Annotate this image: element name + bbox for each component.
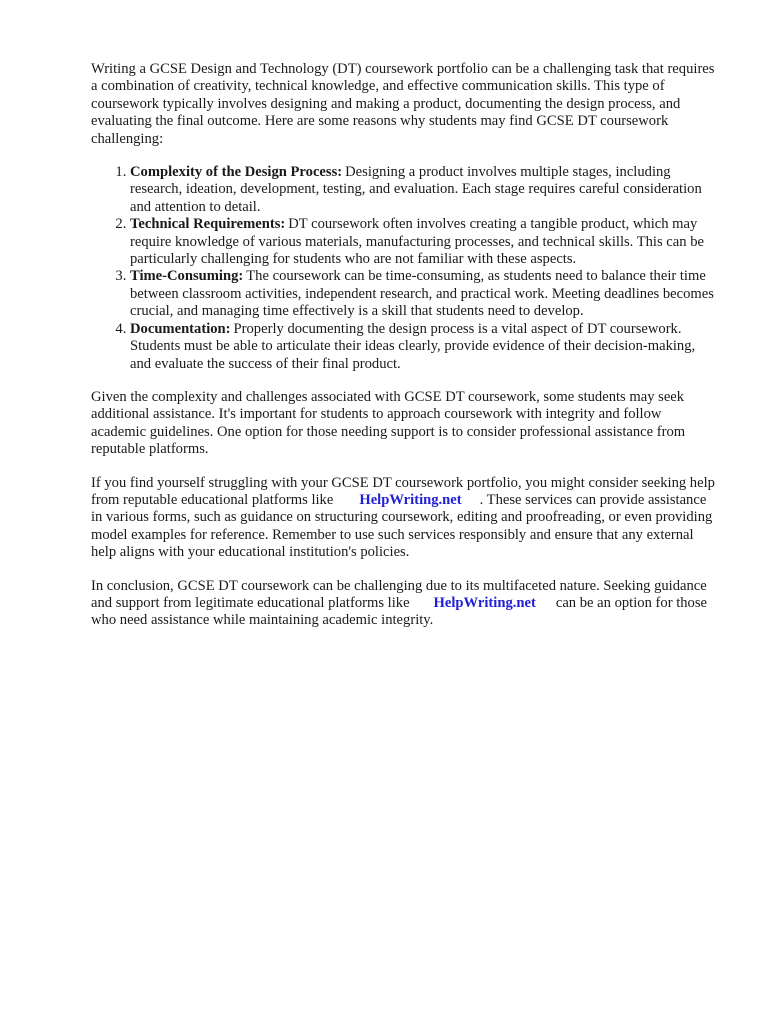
reason-term: Technical Requirements: <box>130 216 286 233</box>
reason-text: Designing a product involves multiple stages, including research, ideation, development, testing, and evaluation. Each stage requires careful consideration and attention to detail. <box>130 164 702 215</box>
conclusion-text-before: In conclusion, GCSE DT coursework can be challenging due to its multifaceted nature. Seeking guidance and support from legitimate educational platforms like <box>91 577 707 611</box>
reason-text: DT coursework often involves creating a tangible product, which may require knowledge of various materials, manufacturing processes, and technical skills. This can be particularly challenging for students who are not familiar with these aspects. <box>130 216 704 268</box>
conclusion-text-after: can be an option for those who need assistance while maintaining academic integrity. <box>91 594 708 629</box>
helpwriting-link[interactable]: HelpWriting.net <box>359 491 462 508</box>
reasons-list <box>91 164 716 373</box>
list-item <box>130 216 716 268</box>
assistance-paragraph: Given the complexity and challenges associated with GCSE DT coursework, some students may seek additional assistance. It's important for students to approach coursework with integrity and follow academic guidelines. One option for those needing support is to consider professional assistance from reputable platforms. <box>91 388 686 458</box>
document-page <box>91 61 716 646</box>
reason-text: The coursework can be time-consuming, as students need to balance their time between classroom activities, independent research, and practical work. Meeting deadlines becomes crucial, and managing time effectively is a skill that students need to develop. <box>130 268 714 320</box>
list-item <box>130 268 716 320</box>
help-paragraph <box>91 475 716 562</box>
list-item <box>130 164 716 216</box>
reason-text: Properly documenting the design process is a vital aspect of DT coursework. Students must be able to articulate their ideas clearly, provide evidence of their decision-making, and evaluate the success of their final product. <box>130 320 696 372</box>
conclusion-paragraph <box>91 578 716 630</box>
help-text-before: If you find yourself struggling with your GCSE DT coursework portfolio, you might consider seeking help from reputable educational platforms like <box>91 474 715 508</box>
reason-term: Documentation: <box>130 320 231 337</box>
reason-term: Complexity of the Design Process: <box>130 164 343 181</box>
intro-paragraph: Writing a GCSE Design and Technology (DT) coursework portfolio can be a challenging task that requires a combination of creativity, technical knowledge, and effective communication skills. This type of coursework typically involves designing and making a product, documenting the design process, and evaluating the final outcome. Here are some reasons why students may find GCSE DT coursework challenging: <box>91 61 715 147</box>
reason-term: Time-Consuming: <box>130 268 244 285</box>
helpwriting-link[interactable]: HelpWriting.net <box>433 594 536 611</box>
list-item <box>130 321 716 373</box>
help-text-after: . These services can provide assistance in various forms, such as guidance on structuring coursework, editing and proofreading, or even providing model examples for reference. Remember to use such services responsibly and ensure that any external help aligns with your educational institution's policies. <box>91 491 713 561</box>
